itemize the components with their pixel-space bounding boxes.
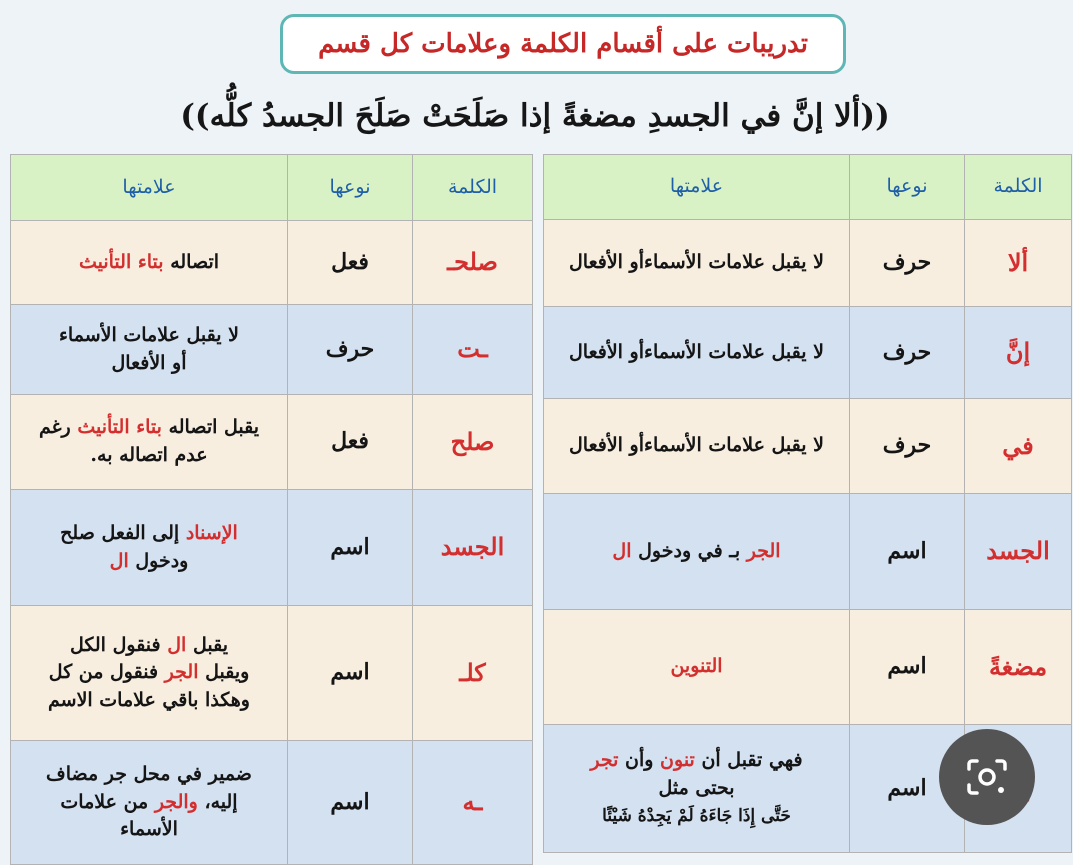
sign-cell [544, 307, 850, 399]
word-cell: صلح [413, 395, 533, 490]
sign-text: وأن [618, 749, 661, 772]
highlight-text: ال [167, 633, 187, 656]
sign-text: أو الأفعال [568, 340, 645, 363]
header-type: نوعها [850, 155, 965, 220]
lens-camera-button[interactable] [939, 729, 1035, 825]
type-cell: حرف [850, 220, 965, 307]
header-word: الكلمة [413, 155, 533, 221]
sign-cell [544, 399, 850, 494]
sign-text: لا يقبل علامات الأسماء [644, 434, 824, 457]
word-cell: إنَّ [965, 307, 1072, 399]
sign-cell [544, 610, 850, 725]
sign-text: ويقبل [198, 661, 250, 684]
table-row [11, 305, 533, 395]
hadith-text: ((ألا إنَّ في الجسدِ مضغةً إذا صَلَحَتْ صَلَحَ الجسدُ كلُّه)) [180, 98, 890, 134]
sign-text: بـ في ودخول [631, 539, 747, 562]
sign-cell [11, 741, 288, 865]
sign-text: لا يقبل علامات الأسماء [644, 251, 824, 274]
highlight-text: بتاء التأنيث [78, 250, 164, 273]
highlight-text: والجر [154, 790, 198, 813]
table-row [11, 490, 533, 606]
sign-cell [544, 494, 850, 610]
type-cell: فعل [288, 395, 413, 490]
word-cell: في [965, 399, 1072, 494]
sign-cell [11, 606, 288, 741]
sign-text: إليه، [197, 790, 238, 813]
word-cell: الجسد [413, 490, 533, 606]
sign-cell [11, 221, 288, 305]
type-cell: حرف [288, 305, 413, 395]
table-row [544, 494, 1072, 610]
sign-text: عدم اتصاله به. [90, 444, 208, 466]
type-cell: حرف [850, 307, 965, 399]
title-box [280, 14, 846, 74]
sign-text: فنقول الكل [70, 633, 168, 656]
page-title: تدريبات على أقسام الكلمة وعلامات كل قسم [318, 29, 808, 59]
highlight-text: تنون [660, 749, 695, 772]
word-cell: صلحـ [413, 221, 533, 305]
table-header-row [11, 155, 533, 221]
header-type: نوعها [288, 155, 413, 221]
type-cell: اسم [850, 494, 965, 610]
sign-text: رغم [38, 416, 78, 439]
sign-text: ودخول [128, 549, 189, 572]
type-cell: اسم [850, 610, 965, 725]
sign-text: لا يقبل علامات الأسماء [644, 340, 824, 363]
sign-text: أو الأفعال [568, 251, 645, 274]
sign-text: حَتَّى إِذَا جَاءَهُ لَمْ يَجِدْهُ شَيْئًا [602, 806, 791, 827]
type-cell: حرف [850, 399, 965, 494]
sign-text: إلى الفعل صلح [60, 521, 186, 544]
sign-text: فهي تقبل أن [694, 749, 803, 772]
table-row [544, 399, 1072, 494]
word-cell: كلـ [413, 606, 533, 741]
type-cell: اسم [850, 725, 965, 853]
type-cell: اسم [288, 490, 413, 606]
type-cell: اسم [288, 606, 413, 741]
highlight-text: الجر [164, 661, 199, 684]
sign-cell [11, 395, 288, 490]
sign-text: أو الأفعال [568, 434, 645, 457]
header-sign: علامتها [544, 155, 850, 220]
sign-text: لا يقبل علامات الأسماء [59, 323, 239, 346]
table-row [11, 395, 533, 490]
word-cell: مضغةً [965, 610, 1072, 725]
header-sign: علامتها [11, 155, 288, 221]
word-cell: الجسد [965, 494, 1072, 610]
camera-icon [965, 757, 1009, 797]
highlight-text: التنوين [670, 655, 723, 678]
sign-cell [11, 305, 288, 395]
highlight-text: الإسناد [185, 521, 238, 544]
highlight-text: ال [109, 549, 129, 572]
table-row [544, 220, 1072, 307]
sign-text: الأسماء [120, 818, 178, 841]
highlight-text: ال [612, 539, 632, 562]
word-cell: ألا [965, 220, 1072, 307]
header-word: الكلمة [965, 155, 1072, 220]
table-header-row [544, 155, 1072, 220]
sign-text: يقبل اتصاله [161, 416, 260, 439]
sign-text: من علامات [60, 790, 155, 813]
sign-text: اتصاله [163, 250, 220, 273]
type-cell: فعل [288, 221, 413, 305]
sign-text: يقبل [186, 633, 228, 656]
sign-text: بحتى مثل [658, 776, 735, 799]
table-row [11, 221, 533, 305]
sign-text: وهكذا باقي علامات الاسم [48, 688, 250, 711]
sign-text: فنقول من كل [48, 661, 165, 684]
table-row [544, 307, 1072, 399]
sign-text: أو الأفعال [111, 351, 187, 374]
sign-text: ضمير في محل جر مضاف [46, 763, 252, 786]
word-cell: ـت [413, 305, 533, 395]
sign-cell [544, 220, 850, 307]
type-cell: اسم [288, 741, 413, 865]
table-row [11, 741, 533, 865]
left-table [10, 154, 533, 865]
highlight-text: الجر [746, 539, 781, 562]
sign-cell [544, 725, 850, 853]
table-row [544, 610, 1072, 725]
sign-cell [11, 490, 288, 606]
highlight-text: تجر [590, 749, 619, 772]
highlight-text: بتاء التأنيث [77, 416, 162, 439]
table-row [11, 606, 533, 741]
word-cell: ـه [413, 741, 533, 865]
